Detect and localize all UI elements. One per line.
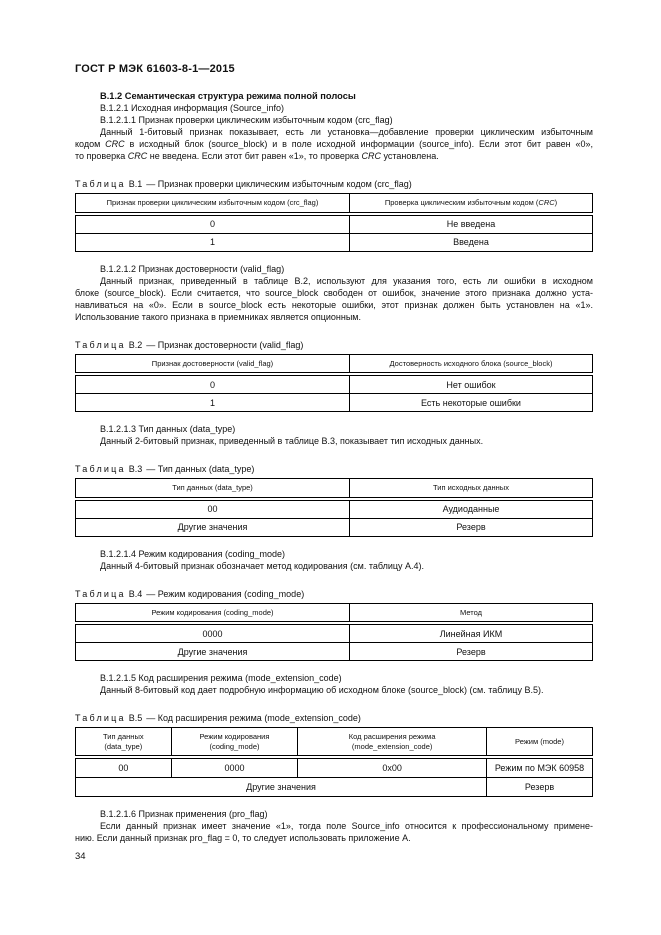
table-header-row	[76, 194, 593, 214]
table-header-row	[76, 354, 593, 374]
heading-b1212: В.1.2.1.2 Признак достоверности (valid_flag)	[100, 263, 285, 274]
table-row	[76, 623, 593, 643]
text-line: Использование такого признака в приемниках является опционным.	[75, 311, 361, 322]
table-cell: 1	[76, 394, 350, 412]
table-cell: Резерв	[350, 643, 593, 661]
paragraph-coding-mode	[75, 560, 593, 572]
caption-word: Таблица	[75, 464, 126, 474]
table-cell: Есть некоторые ошибки	[350, 394, 593, 412]
table-caption-b2	[75, 339, 593, 351]
caption-number: В.1	[128, 179, 143, 189]
table-cell: 1	[76, 233, 350, 251]
table-cell: Линейная ИКМ	[350, 623, 593, 643]
table-cell: Введена	[350, 233, 593, 251]
document-header: ГОСТ Р МЭК 61603-8-1—2015	[75, 63, 235, 75]
text-line: Данный 2-битовый признак, приведенный в таблице В.3, показывает тип исходных данных.	[100, 436, 484, 446]
table-cell: 0	[76, 214, 350, 234]
paragraph-valid-flag	[75, 275, 593, 323]
table-row	[76, 518, 593, 536]
text-line: Если данный признак имеет значение «1», тогда поле Source_info относится к профессиональному примене-	[100, 821, 593, 831]
table-cell: Резерв	[487, 778, 593, 797]
table-header-row	[76, 603, 593, 623]
column-header: Признак достоверности (valid_flag)	[76, 354, 350, 374]
caption-title: — Код расширения режима (mode_extension_code)	[146, 713, 361, 723]
heading-b1211: В.1.2.1.1 Признак проверки циклическим избыточным кодом (crc_flag)	[100, 115, 393, 125]
table-cell: 00	[76, 757, 172, 778]
table-header-row	[76, 479, 593, 499]
column-header: Тип данных (data_type)	[76, 479, 350, 499]
page-number: 34	[75, 851, 86, 862]
table-cell: Режим по МЭК 60958	[487, 757, 593, 778]
heading-b1216: В.1.2.1.6 Признак применения (pro_flag)	[100, 809, 268, 819]
table-row	[76, 757, 593, 778]
heading-b1213: В.1.2.1.3 Тип данных (data_type)	[100, 424, 236, 434]
table-cell: 0	[76, 374, 350, 394]
column-header: Режим (mode)	[487, 728, 593, 758]
table-b1	[75, 193, 593, 252]
heading-b1214: В.1.2.1.4 Режим кодирования (coding_mode)	[100, 548, 286, 559]
table-b3	[75, 478, 593, 537]
table-row	[76, 233, 593, 251]
column-header: Метод	[350, 603, 593, 623]
caption-number: В.4	[128, 588, 143, 599]
table-b4	[75, 603, 593, 662]
caption-title: — Режим кодирования (coding_mode)	[146, 588, 305, 599]
table-cell: Резерв	[350, 518, 593, 536]
column-header: Признак проверки циклическим избыточным кодом (crc_flag)	[76, 194, 350, 214]
paragraph-mode-extension	[75, 684, 593, 696]
text-line: навливаться на «0». Если в source_block есть некоторые ошибки, этот признак должен быть установлен на «1».	[75, 299, 593, 310]
table-cell: Не введена	[350, 214, 593, 234]
caption-word: Таблица	[75, 339, 126, 350]
text-line: Данный 8-битовый код дает подробную информацию об исходном блоке (source_block) (см. таблицу В.5).	[100, 685, 544, 695]
column-header: Код расширения режима (mode_extension_code)	[298, 728, 487, 758]
table-caption-b5	[75, 712, 593, 724]
text-line: Данный 4-битовый признак обозначает метод кодирования (см. таблицу А.4).	[100, 560, 425, 571]
caption-number: В.5	[128, 713, 143, 723]
table-caption-b1	[75, 178, 593, 190]
heading-b121: В.1.2.1 Исходная информация (Source_info)	[100, 103, 284, 113]
table-cell: 0000	[76, 623, 350, 643]
caption-title: — Признак проверки циклическим избыточным кодом (crc_flag)	[146, 179, 412, 189]
table-row	[76, 374, 593, 394]
table-cell: Другие значения	[76, 778, 487, 797]
table-row	[76, 394, 593, 412]
heading-b1215: В.1.2.1.5 Код расширения режима (mode_extension_code)	[100, 673, 342, 683]
table-row	[76, 643, 593, 661]
table-b5	[75, 727, 593, 797]
caption-word: Таблица	[75, 713, 126, 723]
column-header: Достоверность исходного блока (source_block)	[350, 354, 593, 374]
table-cell: Другие значения	[76, 518, 350, 536]
text-line: кодом CRC в исходный блок (source_block) и в поле исходной информации (source_info). Если этот бит равен «0»,	[75, 139, 593, 149]
table-cell: Другие значения	[76, 643, 350, 661]
table-caption-b3	[75, 463, 593, 475]
text-line: то проверка CRC не введена. Если этот бит равен «1», то проверка CRC установлена.	[75, 151, 439, 161]
caption-title: — Тип данных (data_type)	[146, 464, 255, 474]
caption-number: В.2	[128, 339, 143, 350]
paragraph-data-type	[75, 435, 593, 447]
table-cell: Аудиоданные	[350, 499, 593, 519]
caption-word: Таблица	[75, 588, 126, 599]
text-line: Данный признак, приведенный в таблице В.2, используют для указания того, есть ли ошибки в исходном	[100, 275, 593, 286]
table-row	[76, 214, 593, 234]
table-b2	[75, 354, 593, 413]
table-cell: 0000	[171, 757, 298, 778]
caption-title: — Признак достоверности (valid_flag)	[146, 339, 304, 350]
caption-word: Таблица	[75, 179, 126, 189]
column-header: Тип данных (data_type)	[76, 728, 172, 758]
table-cell: 0x00	[298, 757, 487, 778]
paragraph-pro-flag	[75, 820, 593, 844]
text-line: Данный 1-битовый признак показывает, есть ли установка—добавление проверки циклическим избыточным	[100, 127, 593, 137]
caption-number: В.3	[128, 464, 143, 474]
table-caption-b4	[75, 588, 593, 600]
column-header: Режим кодирования (coding_mode)	[76, 603, 350, 623]
paragraph-crc-flag	[75, 126, 593, 162]
table-header-row	[76, 728, 593, 758]
table-row	[76, 499, 593, 519]
table-cell: 00	[76, 499, 350, 519]
text-line: нию. Если данный признак pro_flag = 0, то следует использовать приложение А.	[75, 833, 411, 843]
table-row	[76, 778, 593, 797]
column-header: Режим кодирования (coding_mode)	[171, 728, 298, 758]
heading-b12: В.1.2 Семантическая структура режима полной полосы	[100, 91, 356, 101]
table-cell: Нет ошибок	[350, 374, 593, 394]
column-header: Тип исходных данных	[350, 479, 593, 499]
text-line: блоке (source_block). Если считается, что source_block свободен от ошибок, значение этого признака должно уста-	[75, 287, 593, 298]
column-header: Проверка циклическим избыточным кодом (CRC)	[350, 194, 593, 214]
